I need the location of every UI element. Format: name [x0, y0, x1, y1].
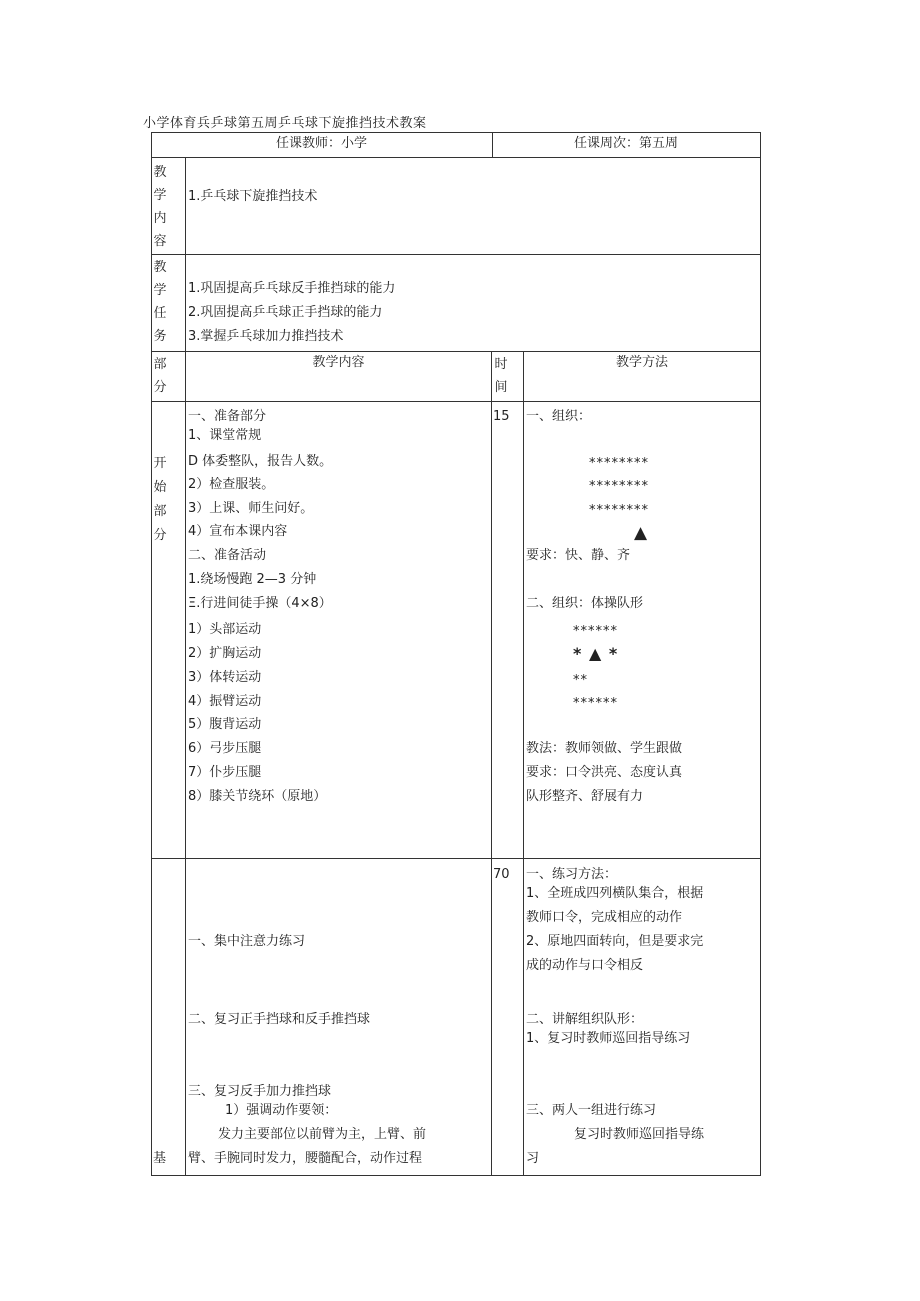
method-text: 一、组织：	[526, 409, 592, 424]
part-column-header: 部 分	[153, 357, 167, 395]
method-text: 教法：教师领做、学生跟做	[526, 741, 683, 756]
paragraph-line: 臂、手腕同时发力，腰髓配合，动作过程	[188, 1151, 423, 1166]
method-text: 要求：口令洪亮、态度认真	[526, 765, 683, 780]
basic-time: 70	[493, 867, 510, 882]
list-item: 4）宣布本课内容	[188, 524, 288, 539]
formation-row: ******	[573, 624, 618, 639]
start-time: 15	[493, 409, 510, 424]
method-text: 2、原地四面转向，但是要求完	[526, 934, 704, 949]
formation-row: ********	[589, 479, 649, 494]
task-item: 1.巩固提高乒乓球反手推挡球的能力	[188, 281, 396, 296]
start-part-label: 开 始 部 分	[153, 456, 167, 543]
list-item: 3）上课、师生问好。	[188, 501, 314, 516]
content-section-label: 教 学 内 容	[153, 165, 167, 249]
formation-row: ******	[573, 696, 618, 711]
method-text: 教师口令，完成相应的动作	[526, 910, 683, 925]
method-text: 队形整齐、舒展有力	[526, 789, 644, 804]
method-text: 二、组织：体操队形	[526, 596, 644, 611]
list-item: 1）头部运动	[188, 622, 262, 637]
list-item: 6）弓步压腿	[188, 741, 262, 756]
teacher-label: 任课教师：小学	[275, 136, 367, 151]
method-text: 二、讲解组织队形：	[526, 1012, 644, 1027]
method-text: 复习时教师巡回指导练	[574, 1127, 705, 1142]
list-item: 三、复习反手加力推挡球	[188, 1084, 332, 1099]
task-item: 2.巩固提高乒乓球正手挡球的能力	[188, 305, 383, 320]
document-title: 小学体育兵乒球第五周乒乓球下旋推挡技术教案	[143, 116, 427, 131]
method-text: 一、练习方法：	[526, 867, 618, 882]
list-item: 二、准备活动	[188, 548, 267, 563]
formation-row: **	[573, 673, 588, 688]
basic-part-label: 基	[153, 1151, 167, 1166]
method-text: 1、全班成四列横队集合，根据	[526, 886, 704, 901]
list-item: 2）扩胸运动	[188, 646, 262, 661]
formation-row: * ▲ *	[573, 644, 619, 663]
list-item: 一、集中注意力练习	[188, 934, 306, 949]
formation-row: ********	[589, 503, 649, 518]
list-item: 一、准备部分	[188, 409, 267, 424]
method-text: 成的动作与口令相反	[526, 958, 644, 973]
method-text: 三、两人一组进行练习	[526, 1103, 657, 1118]
content-text: 1.乒乓球下旋推挡技术	[188, 189, 318, 204]
list-item: Ξ.行进间徒手操（4×8）	[188, 596, 332, 611]
week-label: 任课周次：第五周	[573, 136, 678, 151]
list-item: 2）检查服装。	[188, 477, 275, 492]
method-text: 习	[526, 1151, 540, 1166]
teacher-triangle-icon: ▲	[634, 523, 648, 543]
tasks-section-label: 教 学 任 务	[153, 260, 167, 344]
list-item: 二、复习正手挡球和反手推挡球	[188, 1012, 371, 1027]
list-item: 7）仆步压腿	[188, 765, 262, 780]
list-item: 1.绕场慢跑 2—3 分钟	[188, 572, 317, 587]
list-item: 8）膝关节绕环（原地）	[188, 789, 327, 804]
list-item: D 体委整队，报告人数。	[188, 454, 333, 469]
method-text: 1、复习时教师巡回指导练习	[526, 1031, 691, 1046]
paragraph-line: 发力主要部位以前臂为主，上臂、前	[218, 1127, 427, 1142]
list-item: 3）体转运动	[188, 670, 262, 685]
list-item: 1、课堂常规	[188, 428, 262, 443]
formation-row: ********	[589, 456, 649, 471]
list-item: 4）振臂运动	[188, 694, 262, 709]
list-item: 1）强调动作要领：	[225, 1103, 338, 1118]
list-item: 5）腹背运动	[188, 717, 262, 732]
task-item: 3.掌握乒乓球加力推挡技术	[188, 329, 344, 344]
content-column-header: 教学内容	[312, 355, 365, 370]
method-column-header: 教学方法	[615, 355, 668, 370]
method-text: 要求：快、静、齐	[526, 548, 631, 563]
time-column-header: 时 间	[494, 357, 508, 395]
